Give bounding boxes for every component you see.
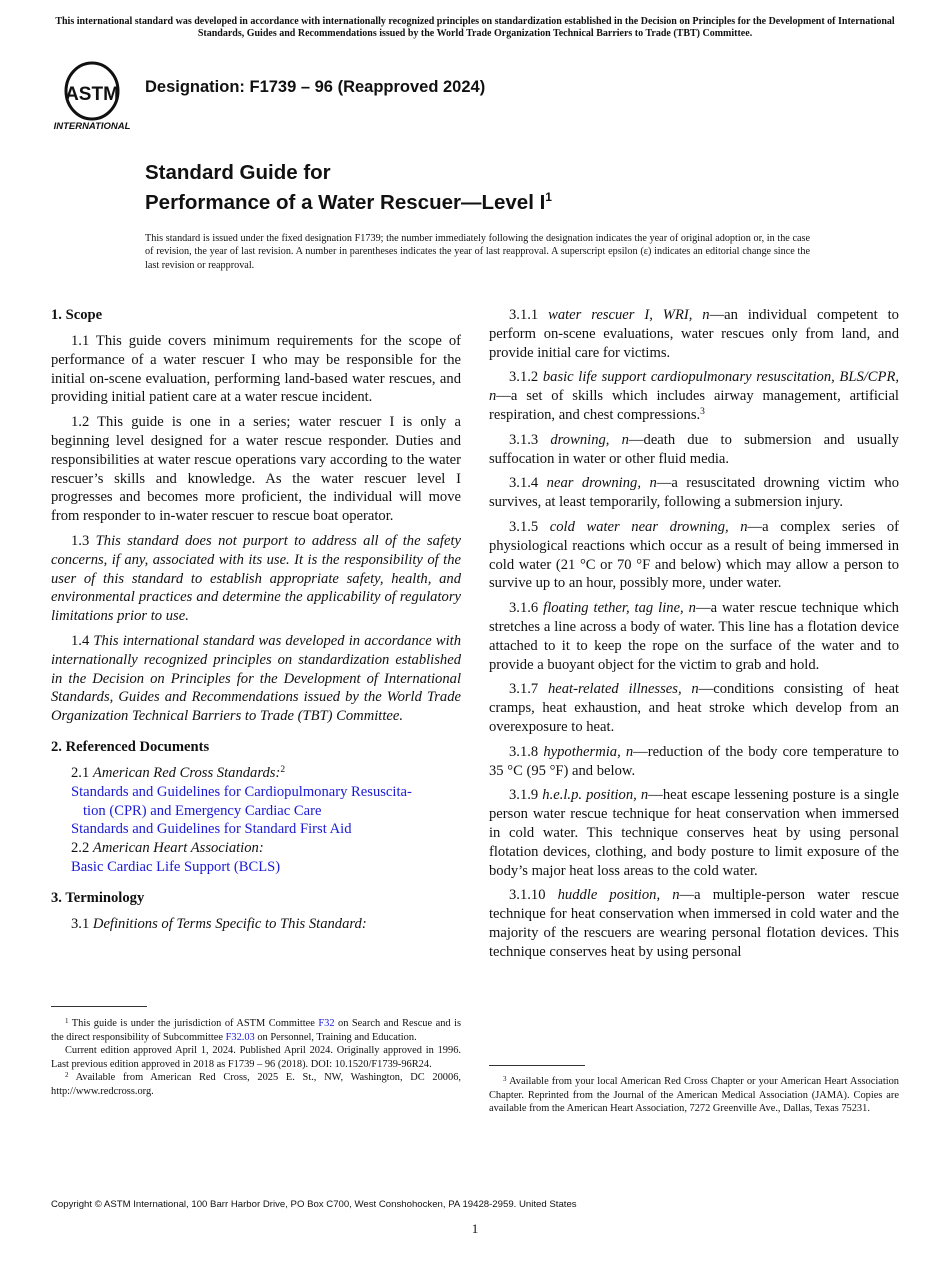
definition-3-1-2 (489, 368, 899, 424)
definition-number: 3.1.7 (509, 681, 539, 698)
definition-3-1-5 (489, 518, 899, 593)
footnotes-left (51, 1017, 461, 1099)
definition-3-1-10 (489, 886, 899, 961)
copyright: Copyright © ASTM International, 100 Barr Harbor Drive, PO Box C700, West Conshohocken, PA 19428-2959. United States (51, 1199, 577, 1210)
section-scope-heading: 1. Scope (51, 307, 103, 323)
definition-term: hypothermia, n (543, 743, 634, 760)
definition-3-1-6 (489, 599, 899, 674)
definition-text: —a resuscitated drowning victim who survives, at least temporarily, following a submersion injury. (489, 475, 899, 511)
issued-note: This standard is issued under the fixed designation F1739; the number immediately following the designation indicates the year of original adoption or, in the case of revision, the year of last revision. A number in parentheses indicates the year of last reapproval. A superscript epsilon (ε) indicates an editorial change since the last revision or reapproval. (145, 233, 810, 271)
para-1-3: 1.3 This standard does not purport to address all of the safety concerns, if any, associated with its use. It is the responsibility of the user of this standard to establish appropriate safety, health, and environmental practices and determine the applicability of regulatory limitations prior to use. (51, 532, 461, 625)
footnote-ref: 3 (700, 406, 705, 417)
definition-number: 3.1.8 (509, 743, 539, 760)
definition-text: —a set of skills which includes airway management, artificial respiration, and chest compressions. (489, 388, 899, 423)
definition-term: drowning, n (550, 431, 629, 448)
definition-text: —a water rescue technique which stretches a line across a body of water. This line has a flotation device attached to it to keep the rope on the surface of the water and to provide a buoyant object for the victim to grab and hold. (489, 600, 899, 673)
definition-number: 3.1.2 (509, 369, 539, 386)
footnote-2: $^2$ Available from American Red Cross, 2025 E. St., NW, Washington, DC 20006, http://www.redcross.org. (51, 1071, 461, 1097)
definition-3-1-7 (489, 680, 899, 736)
definition-term: heat-related illnesses, n (547, 681, 699, 698)
definition-term: cold water near drowning, n (549, 518, 748, 535)
definition-number: 3.1.10 (509, 887, 546, 904)
para-1-2: 1.2 This guide is one in a series; water rescuer I is only a beginning level designed for a water rescue responder. Duties and responsibilities at water rescue operations vary according to the water rescuer’s skills and knowledge. As the water rescuer level I progresses and becomes more proficient, the individual will move from responder to in-water rescuer to rescue boat operator. (51, 414, 461, 525)
footnotes-right (489, 1075, 899, 1116)
definition-3-1-9 (489, 786, 899, 880)
footnote-rule-left (51, 1006, 147, 1007)
definition-text: —a complex series of physiological reactions which occur as a result of being immersed in cold water (21 °C or 70 °F and below) which may allow a person to survive up to an hour, possibly more, under water. (489, 518, 899, 592)
para-1-1: 1.1 This guide covers minimum requirements for the scope of performance of a water rescuer I who may be responsible for the initial on-scene evaluation, performing land-based water rescues, and providing initial patient care at a water rescue incident. (51, 333, 461, 406)
definition-number: 3.1.1 (509, 307, 539, 323)
definition-term: h.e.l.p. position, n (542, 787, 649, 804)
section-referenced-heading: 2. Referenced Documents (51, 738, 210, 755)
top-note: This international standard was developed in accordance with internationally recognized principles on standardization established in the Decision on Principles for the Development of International Standards, Guides and Recommendations issued by the World Trade Organization Technical Barriers to Trade (TBT) Committee. (55, 16, 895, 39)
definition-term: water rescuer I, WRI, n (548, 307, 710, 323)
section-terminology-heading: 3. Terminology (51, 889, 145, 906)
definition-number: 3.1.4 (509, 475, 539, 492)
definition-3-1-8 (489, 743, 899, 781)
link-f32[interactable]: F32 (318, 1018, 335, 1029)
definition-term: basic life support cardiopulmonary resuscitation, BLS/CPR, n (489, 369, 900, 405)
logo-caption: INTERNATIONAL (53, 121, 131, 132)
designation: Designation: F1739 – 96 (Reapproved 2024) (145, 78, 486, 96)
footnote-3: $^3$ Available from your local American Red Cross Chapter or your American Heart Association Chapter. Reprinted from the Journal of the American Medical Association (JAMA). Copies are available from the American Heart Association, 7272 Greenville Ave., Dallas, Texas 75231. (489, 1075, 899, 1115)
para-2-2: 2.2 American Heart Association: (71, 840, 264, 857)
link-f32-03[interactable]: F32.03 (225, 1031, 255, 1043)
right-column (489, 306, 899, 968)
footnote-1: $^1$ This guide is under the jurisdiction of ASTM Committee F32 on Search and Rescue and is the direct responsibility of Subcommittee F32.03 on Personnel, Training and Education. (51, 1017, 461, 1043)
link-first-aid-standards[interactable]: Standards and Guidelines for Standard First Aid (71, 821, 352, 838)
link-bcls[interactable]: Basic Cardiac Life Support (BCLS) (71, 858, 281, 875)
definition-term: floating tether, tag line, n (543, 600, 696, 617)
link-cpr-standards[interactable]: Standards and Guidelines for Cardiopulmonary Resuscita- tion (CPR) and Emergency Cardiac Care (71, 783, 412, 819)
definition-text: —reduction of the body core temperature to 35 °C (95 °F) and below. (489, 743, 899, 779)
definition-number: 3.1.9 (509, 787, 539, 804)
astm-logo-icon (52, 58, 136, 132)
page-title (145, 160, 552, 215)
definition-text: —heat escape lessening posture is a single person water rescue technique for heat conservation when immersed in cold water. This technique conserves heat by using personal flotation devices, clothing, and body posture to limit exposure of the body’s major heat loss areas to the cold water. (489, 787, 899, 879)
definition-3-1-3 (489, 431, 899, 469)
para-1-4: 1.4 This international standard was developed in accordance with internationally recognized principles on standardization established in the Decision on Principles for the Development of International Standards, Guides and Recommendations issued by the World Trade Organization Technical Barriers to Trade (TBT) Committee. (51, 632, 462, 725)
definition-term: huddle position, n (557, 887, 680, 904)
title-line-1: Standard Guide for (145, 161, 331, 184)
footnote-edition: Current edition approved April 1, 2024. Published April 2024. Originally approved in 1996. Last previous edition approved in 2018 as F1739 – 96 (2018). DOI: 10.1520/F1739-96R24. (51, 1045, 461, 1070)
definition-number: 3.1.6 (509, 600, 539, 617)
definition-number: 3.1.5 (509, 518, 539, 535)
para-3-1: 3.1 Definitions of Terms Specific to This Standard: (71, 915, 367, 932)
definition-text: —a multiple-person water rescue technique for heat conservation when immersed in cold water and the majority of the rescuers are wearing personal flotation devices. This technique conserves heat by using personal (489, 887, 899, 960)
definition-number: 3.1.3 (509, 431, 539, 448)
para-2-1: 2.1 American Red Cross Standards:$^2$ (71, 764, 286, 781)
footnote-rule-right (489, 1065, 585, 1066)
title-line-2: Performance of a Water Rescuer—Level $I^1$ (145, 190, 552, 214)
definition-3-1-4 (489, 474, 899, 512)
page-number: 1 (471, 1221, 479, 1236)
logo-letters: ASTM (65, 84, 119, 105)
left-column (51, 306, 461, 940)
definition-text: —an individual competent to perform on-scene evaluations, water rescues only from land, and provide initial care for victims. (489, 307, 899, 361)
definition-text: —conditions consisting of heat cramps, heat exhaustion, and heat stroke which develop from an overexposure to heat. (489, 681, 899, 735)
definition-text: —death due to submersion and usually suffocation in water or other fluid media. (489, 431, 899, 467)
definition-3-1-1 (489, 306, 899, 362)
definition-term: near drowning, n (546, 475, 657, 492)
